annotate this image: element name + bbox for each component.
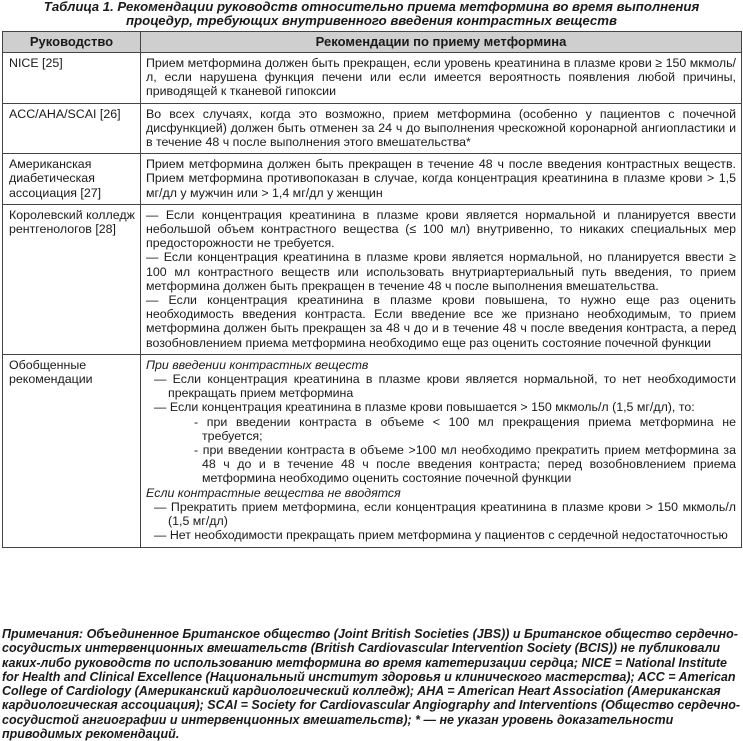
recommendations-table (2, 31, 742, 548)
table-row (3, 354, 742, 547)
recommendation-cell: Прием метформина должен быть прекращен в течение 48 ч после введения контрастных веществ. Прием метформина противопоказан в случае, когда концентрация креатинина в плазме крови > 1,5 мг/дл у мужчин или > 1,4 мг/дл у женщин (141, 154, 742, 205)
list-item: — Если концентрация креатинина в плазме крови является нормальной, но планируется ввести ≥ 100 мл контрастного веществ или использовать внутриартериальный путь введения, то прием метформина должен быть прекращен в течение 48 ч после выполнения вмешательства. (146, 250, 736, 293)
guideline-cell: Королевский колледж рентгенологов [28] (3, 204, 141, 354)
table-row (3, 53, 742, 104)
recommendation-cell (141, 204, 742, 354)
caption-line-1: Таблица 1. Рекомендации руководств относительно приема метформина во время выполнения (43, 0, 700, 14)
list-item: — Если концентрация креатинина в плазме крови повышается > 150 мкмоль/л (1,5 мг/дл), то: (154, 400, 695, 415)
guideline-cell: Обобщенные рекомендации (3, 354, 141, 547)
table-header-row (3, 32, 742, 53)
list-item: — Нет необходимости прекращать прием метформина у пациентов с сердечной недостаточностью (154, 528, 728, 543)
recommendation-cell: Во всех случаях, когда это возможно, прием метформина (особенно у пациентов с почечной дисфункцией) должен быть отменен за 24 ч до выполнения чрескожной коронарной ангиопластики и в течение 48 ч после выполнения этого вмешательства* (141, 103, 742, 154)
guideline-cell: Американская диабетическая ассоциация [27] (3, 154, 141, 205)
list-item: — Если концентрация креатинина в плазме крови является нормальной, то нет необходимости прекращать прием метформина (154, 372, 736, 401)
section-heading: Если контрастные вещества не вводятся (146, 485, 401, 500)
guideline-cell: NICE [25] (3, 53, 141, 104)
recommendation-cell: Прием метформина должен быть прекращен, если уровень креатинина в плазме крови ≥ 150 мкмоль/л, если нарушена функция печени или если имеется вероятность появления любой причины, приводящей к тканевой гипоксии (141, 53, 742, 104)
list-item: — Прекратить прием метформина, если концентрация креатинина в плазме крови > 150 мкмоль/л (1,5 мг/дл) (154, 499, 736, 529)
table-notes: Примечания: Объединенное Британское общество (Joint British Societies (JBS)) и Британское общество сердечно-сосудистых интервенционных вмешательств (British Cardiovascular Intervention Society (BCIS)) не публиковали каких-либо руководств по использованию метформина во время катетеризации сердца; NICE = National Institute for Health and Clinical Excellence (Национальный институт здоровья и клинического мастерства); ACC = American College of Cardiology (Американский кардиологический колледж); AHA = American Heart Association (Американская кардиологическая ассоциация); SCAI = Society for Cardiovascular Angiography and Interventions (Общество сердечно-сосудистой ангиографии и интервенционных вмешательств); * — не указан уровень доказательности приводимых рекомендаций. (2, 627, 741, 741)
list-item: — Если концентрация креатинина в плазме крови повышена, то нужно еще раз оценить необходимость введения контраста. Если введение все же признано необходимым, то прием метформина должен быть прекращен за 48 ч до и в течение 48 ч после введения контраста, а перед возобновлением приема метформина необходимо еще раз оценить состояние почечной функции (146, 293, 736, 350)
sub-list-item: - при введении контраста в объеме < 100 мл прекращения приема метформина не требуется; (194, 414, 736, 443)
header-recommendations: Рекомендации по приему метформина (141, 32, 742, 53)
caption-line-2: процедур, требующих внутривенного введения контрастных веществ (126, 13, 617, 28)
table-row (3, 204, 742, 354)
list-item: — Если концентрация креатинина в плазме крови является нормальной и планируется ввести небольшой объем контрастного вещества (≤ 100 мл) внутривенно, то никаких специальных мер предосторожности не требуется. (146, 207, 736, 251)
recommendation-cell (141, 354, 742, 547)
sub-list-item: - при введении контраста в объеме >100 мл необходимо прекратить прием метформина за 48 ч до и в течение 48 ч после введения контраста; перед возобновлением приема метформина необходимо оценить состояние почечной функции (194, 443, 736, 486)
section-heading: При введении контрастных веществ (146, 357, 369, 372)
table-row (3, 103, 742, 154)
guideline-cell: ACC/AHA/SCAI [26] (3, 103, 141, 154)
table-row (3, 154, 742, 205)
table-caption (0, 0, 743, 28)
header-guideline: Руководство (3, 32, 141, 53)
